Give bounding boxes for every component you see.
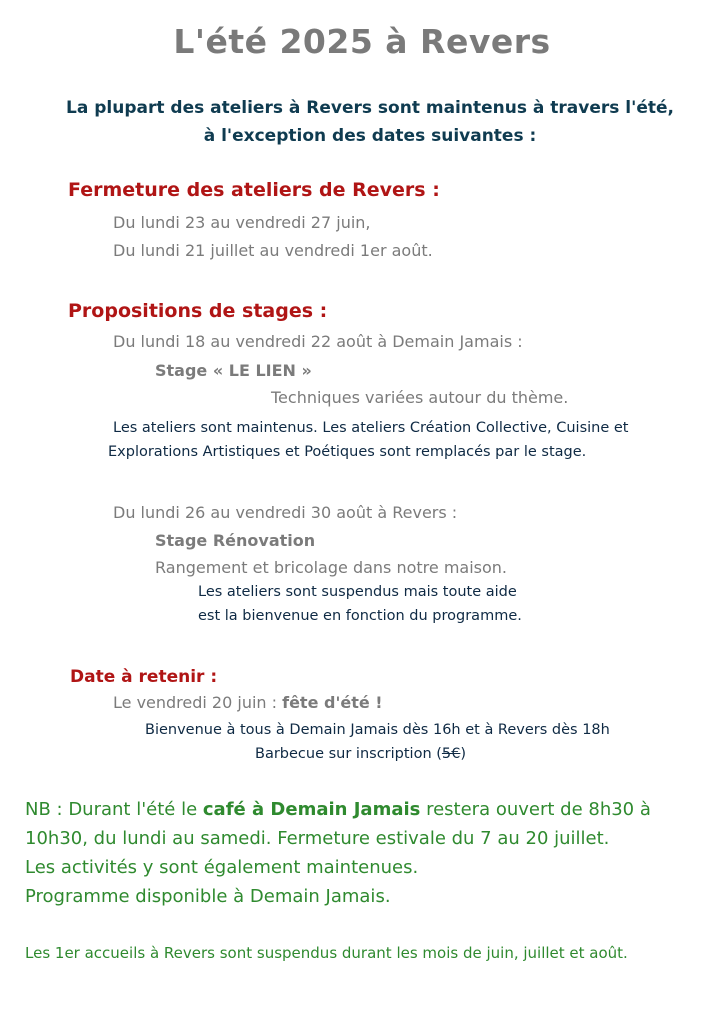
closure-heading: Fermeture des ateliers de Revers : <box>68 179 440 201</box>
stage2-name: Stage Rénovation <box>155 531 316 550</box>
closure-date-2: Du lundi 21 juillet au vendredi 1er août. <box>113 241 433 260</box>
nb-line-4: Programme disponible à Demain Jamais. <box>25 886 391 907</box>
stage2-note-line-1: Les ateliers sont suspendus mais toute aide <box>198 584 517 600</box>
nb-line-3: Les activités y sont également maintenues. <box>25 857 419 878</box>
intro-line-2: à l'exception des dates suivantes : <box>203 126 537 146</box>
stage2-note-line-2: est la bienvenue en fonction du programme. <box>198 608 522 624</box>
stage2-description: Rangement et bricolage dans notre maison. <box>155 558 508 577</box>
bbq-line <box>255 746 466 762</box>
bbq-text: Barbecue sur inscription ( <box>255 746 442 762</box>
nb-line-1 <box>25 799 651 820</box>
stage1-dates: Du lundi 18 au vendredi 22 août à Demain Jamais : <box>113 332 523 351</box>
stages-heading: Propositions de stages : <box>68 300 328 322</box>
closure-date-1: Du lundi 23 au vendredi 27 juin, <box>113 213 371 232</box>
date-to-remember-heading: Date à retenir : <box>70 667 218 687</box>
stage1-name: Stage « LE LIEN » <box>155 361 312 380</box>
stage2-dates: Du lundi 26 au vendredi 30 août à Revers : <box>113 503 458 522</box>
party-event: fête d'été ! <box>282 693 383 712</box>
stage1-note-line-1: Les ateliers sont maintenus. Les ateliers Création Collective, Cuisine et <box>113 420 629 436</box>
footer-note: Les 1er accueils à Revers sont suspendus durant les mois de juin, juillet et août. <box>25 944 628 962</box>
stage1-description: Techniques variées autour du thème. <box>271 388 569 407</box>
nb-prefix: NB : Durant l'été le <box>25 799 203 820</box>
page-title: L'été 2025 à Revers <box>173 22 551 61</box>
nb-line-2: 10h30, du lundi au samedi. Fermeture estivale du 7 au 20 juillet. <box>25 828 610 849</box>
party-date-line <box>113 693 383 712</box>
stage1-note-line-2: Explorations Artistiques et Poétiques sont remplacés par le stage. <box>108 444 587 460</box>
nb-suffix: restera ouvert de 8h30 à <box>420 799 651 820</box>
intro-line-1: La plupart des ateliers à Revers sont maintenus à travers l'été, <box>66 98 674 118</box>
party-date: Le vendredi 20 juin : <box>113 693 283 712</box>
bbq-close: ) <box>460 746 467 762</box>
welcome-line: Bienvenue à tous à Demain Jamais dès 16h et à Revers dès 18h <box>145 722 610 738</box>
bbq-price: 5€ <box>441 746 461 762</box>
nb-cafe: café à Demain Jamais <box>202 799 421 820</box>
